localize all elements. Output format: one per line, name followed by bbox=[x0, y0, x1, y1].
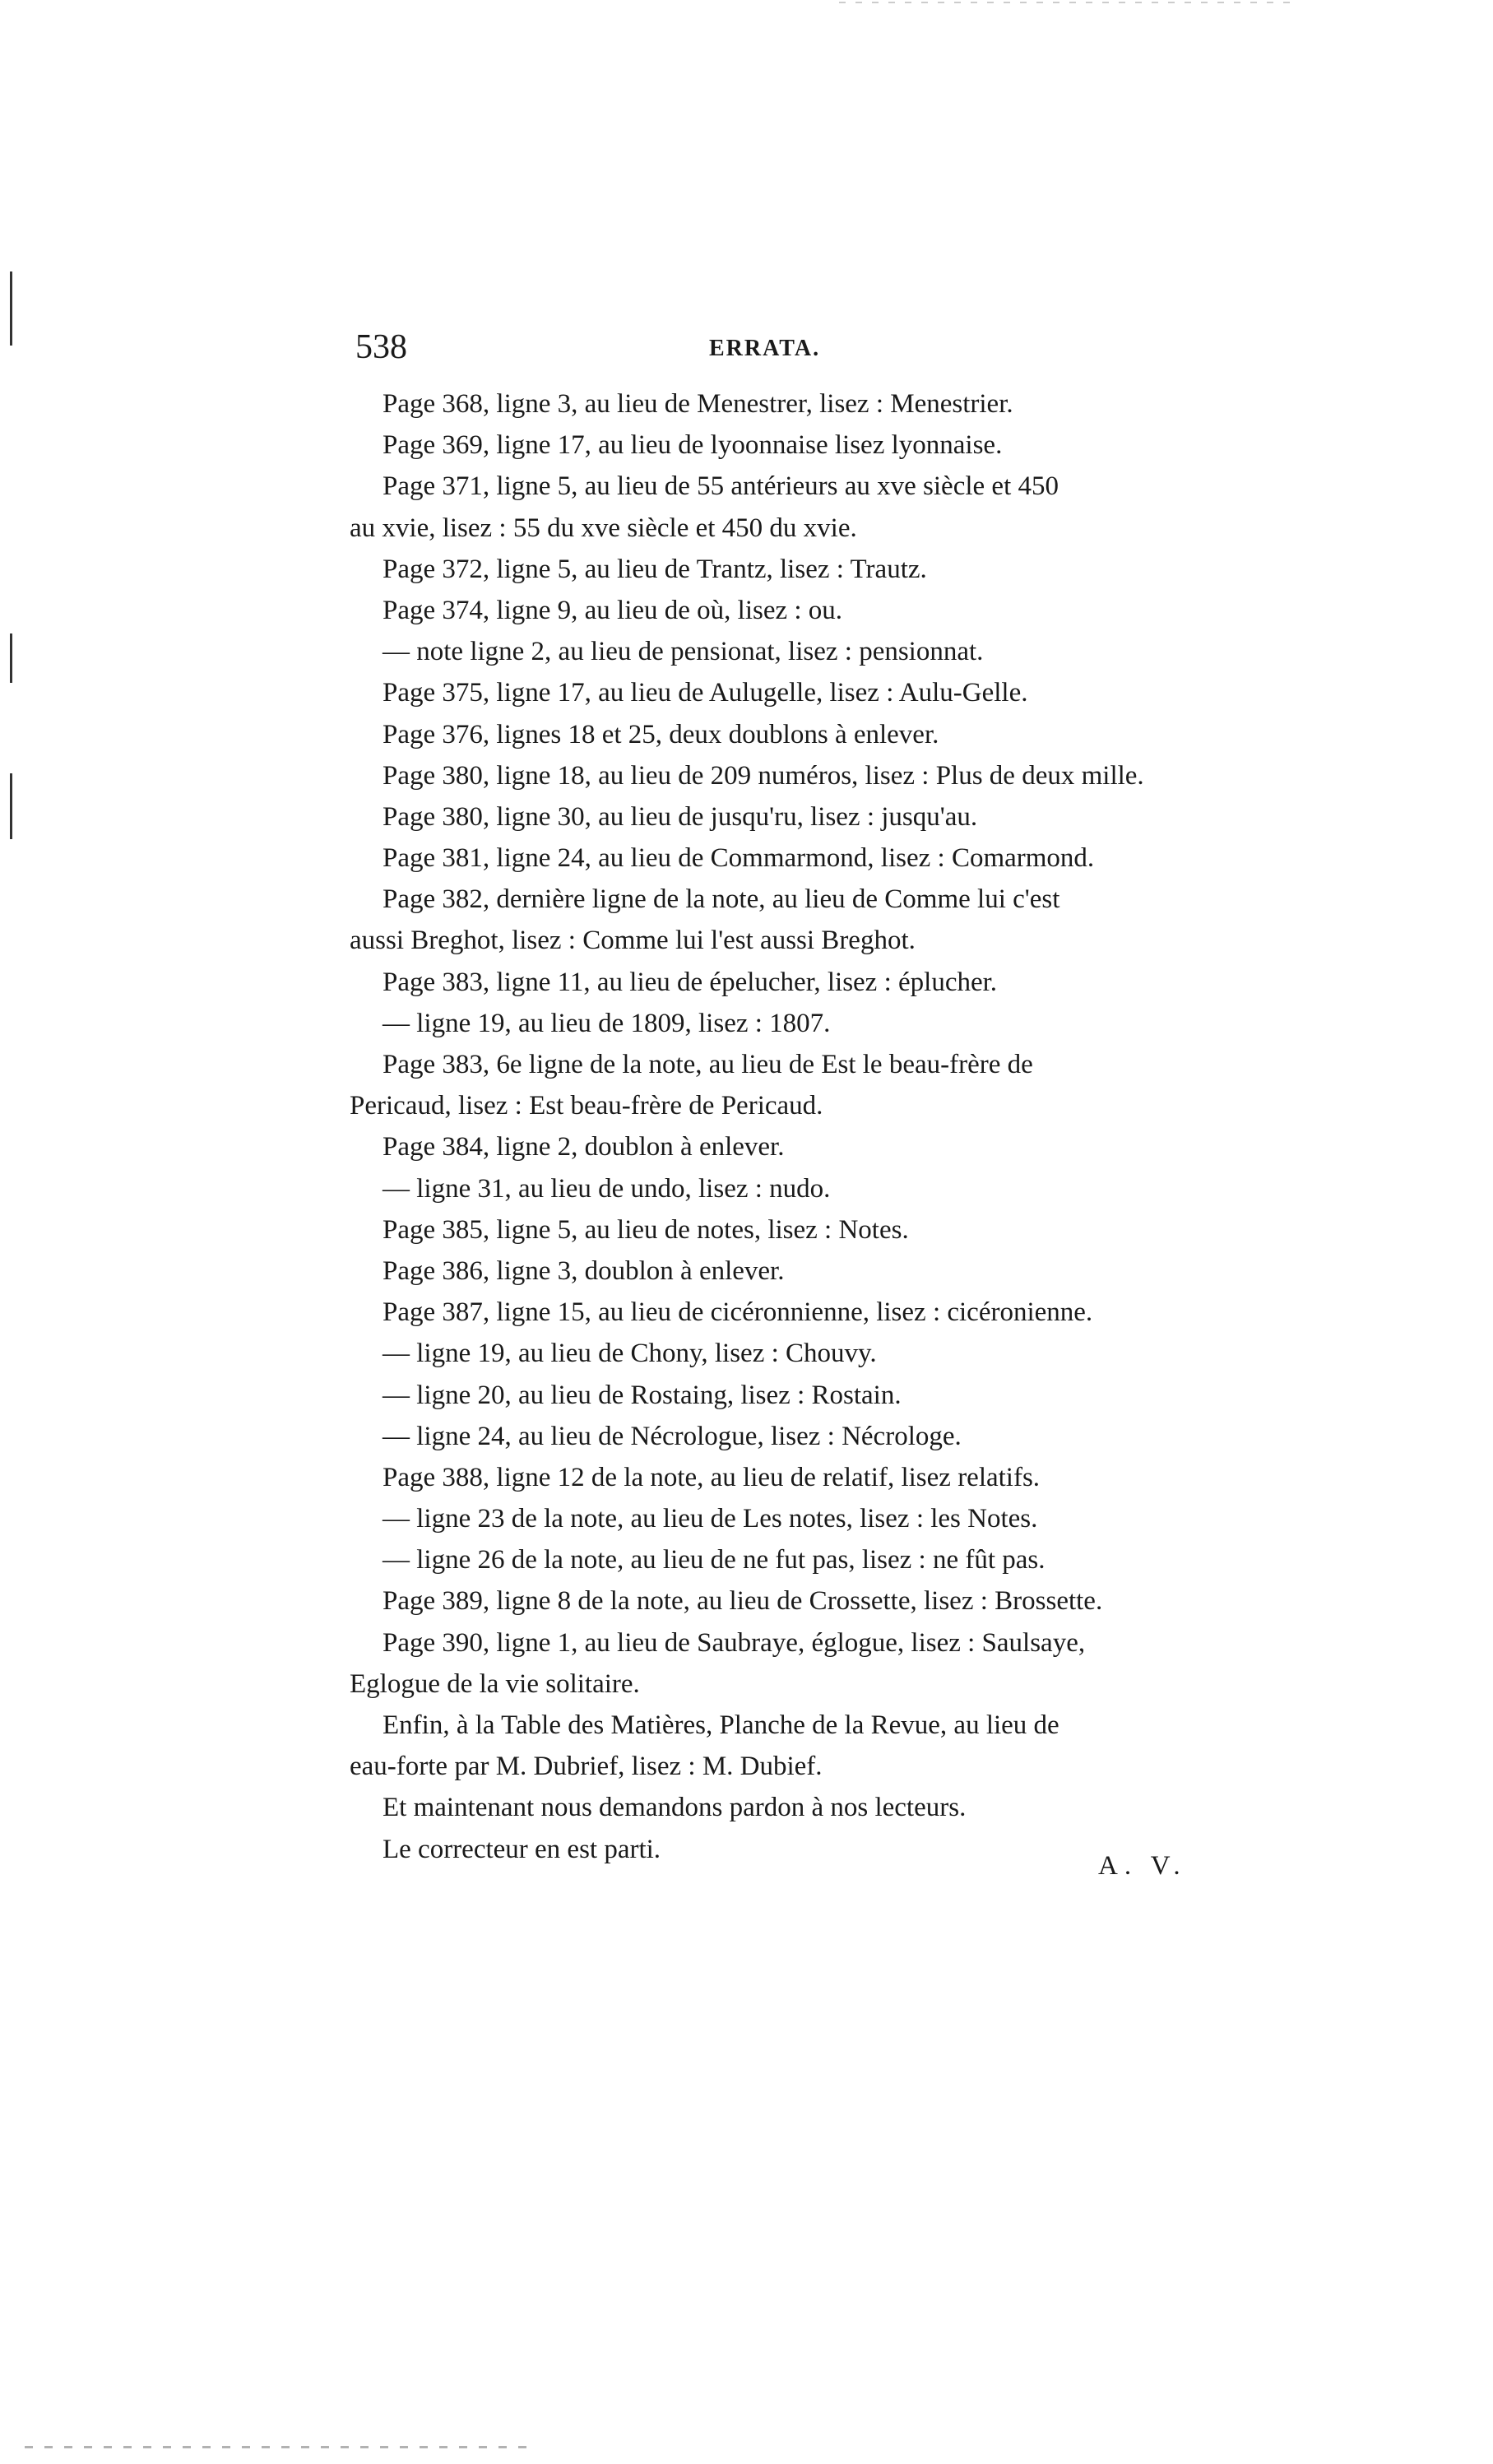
errata-line: Pericaud, lisez : Est beau-frère de Pericaud. bbox=[350, 1091, 823, 1121]
errata-line: Page 380, ligne 18, au lieu de 209 numéros, lisez : Plus de deux mille. bbox=[383, 760, 1144, 791]
scan-noise-top bbox=[839, 2, 1300, 3]
errata-line: — note ligne 2, au lieu de pensionat, lisez : pensionnat. bbox=[383, 637, 984, 667]
errata-line: Page 371, ligne 5, au lieu de 55 antérieurs au xve siècle et 450 bbox=[383, 471, 1059, 502]
errata-line: Eglogue de la vie solitaire. bbox=[350, 1668, 640, 1699]
errata-line: — ligne 26 de la note, au lieu de ne fut pas, lisez : ne fût pas. bbox=[383, 1545, 1046, 1575]
errata-line: Page 382, dernière ligne de la note, au lieu de Comme lui c'est bbox=[383, 884, 1060, 915]
errata-line: — ligne 24, au lieu de Nécrologue, lisez : Nécrologe. bbox=[383, 1421, 962, 1451]
scan-margin-mark bbox=[10, 773, 12, 839]
signature: A. V. bbox=[1098, 1851, 1187, 1881]
errata-line: Et maintenant nous demandons pardon à nos lecteurs. bbox=[383, 1793, 967, 1823]
errata-line: Enfin, à la Table des Matières, Planche de la Revue, au lieu de bbox=[383, 1710, 1059, 1740]
errata-line: Page 383, 6e ligne de la note, au lieu de Est le beau-frère de bbox=[383, 1050, 1033, 1079]
errata-line: Page 376, lignes 18 et 25, deux doublons à enlever. bbox=[383, 719, 939, 749]
errata-line: Page 380, ligne 30, au lieu de jusqu'ru, lisez : jusqu'au. bbox=[383, 801, 978, 832]
errata-line: Page 368, ligne 3, au lieu de Menestrer, lisez : Menestrier. bbox=[383, 389, 1013, 419]
errata-line: — ligne 20, au lieu de Rostaing, lisez : Rostain. bbox=[383, 1380, 902, 1410]
page-number: 538 bbox=[355, 328, 407, 366]
errata-line: au xvie, lisez : 55 du xve siècle et 450 du xvie. bbox=[350, 513, 857, 543]
errata-line: Le correcteur en est parti. bbox=[383, 1834, 661, 1864]
errata-line: eau-forte par M. Dubrief, lisez : M. Dubief. bbox=[350, 1752, 823, 1782]
errata-line: Page 385, ligne 5, au lieu de notes, lisez : Notes. bbox=[383, 1214, 909, 1245]
errata-line: Page 374, ligne 9, au lieu de où, lisez : ou. bbox=[383, 595, 843, 625]
errata-line: — ligne 19, au lieu de Chony, lisez : Chouvy. bbox=[383, 1339, 877, 1369]
errata-line: Page 390, ligne 1, au lieu de Saubraye, églogue, lisez : Saulsaye, bbox=[383, 1627, 1086, 1658]
errata-line: — ligne 31, au lieu de undo, lisez : nudo. bbox=[383, 1173, 831, 1204]
scan-margin-mark bbox=[10, 271, 12, 346]
scan-noise-bottom bbox=[25, 2446, 535, 2448]
errata-line: Page 387, ligne 15, au lieu de cicéronnienne, lisez : cicéronienne. bbox=[383, 1297, 1093, 1328]
errata-line: Page 386, ligne 3, doublon à enlever. bbox=[383, 1255, 785, 1286]
errata-line: Page 381, ligne 24, au lieu de Commarmond, lisez : Comarmond. bbox=[383, 843, 1095, 874]
errata-line: Page 372, ligne 5, au lieu de Trantz, lisez : Trautz. bbox=[383, 554, 927, 584]
errata-line: Page 383, ligne 11, au lieu de épelucher, lisez : éplucher. bbox=[383, 967, 998, 997]
errata-line: — ligne 23 de la note, au lieu de Les notes, lisez : les Notes. bbox=[383, 1504, 1038, 1534]
errata-line: Page 384, ligne 2, doublon à enlever. bbox=[383, 1132, 785, 1162]
scan-margin-mark bbox=[10, 633, 12, 683]
errata-line: Page 389, ligne 8 de la note, au lieu de Crossette, lisez : Brossette. bbox=[383, 1586, 1103, 1617]
errata-line: aussi Breghot, lisez : Comme lui l'est aussi Breghot. bbox=[350, 926, 916, 956]
errata-line: Page 375, ligne 17, au lieu de Aulugelle, lisez : Aulu-Gelle. bbox=[383, 678, 1028, 708]
errata-line: — ligne 19, au lieu de 1809, lisez : 1807. bbox=[383, 1008, 831, 1038]
errata-line: Page 369, ligne 17, au lieu de lyoonnaise lisez lyonnaise. bbox=[383, 430, 1003, 461]
page-title: ERRATA. bbox=[709, 336, 821, 361]
errata-list bbox=[350, 383, 1250, 1870]
errata-line: Page 388, ligne 12 de la note, au lieu de relatif, lisez relatifs. bbox=[383, 1462, 1041, 1492]
